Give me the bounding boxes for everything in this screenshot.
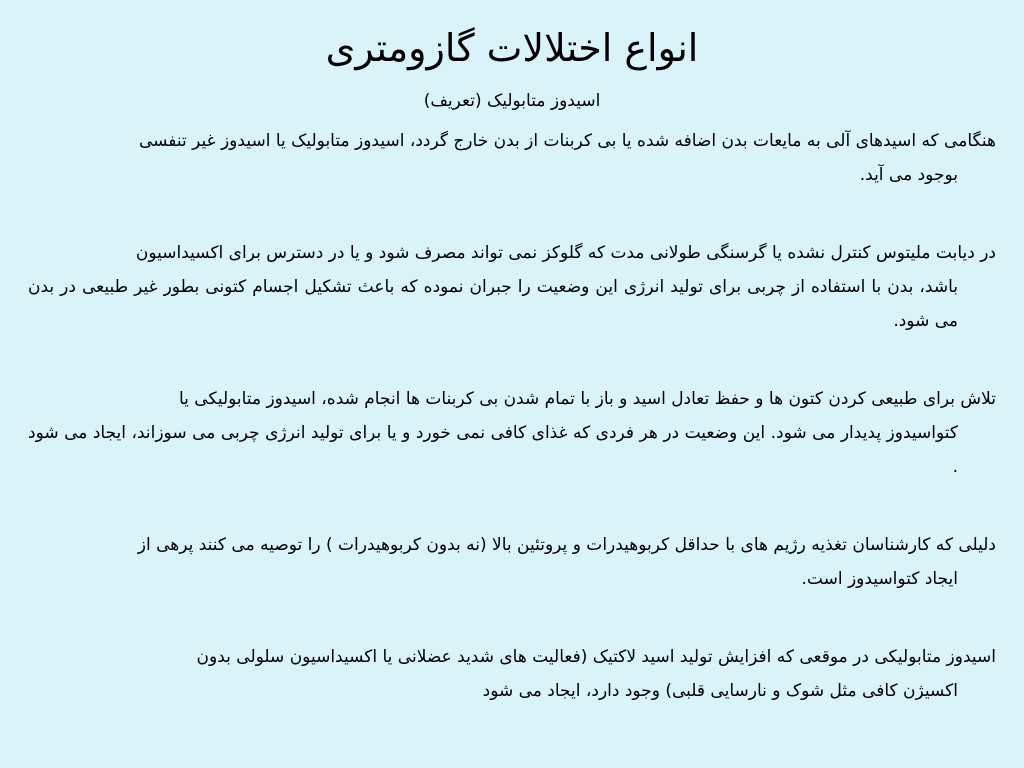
paragraph-4-continuation: ایجاد کتواسیدوز است. [801,569,958,589]
paragraph-3 [28,382,996,484]
paragraph-1 [28,124,996,192]
slide-subtitle: اسیدوز متابولیک (تعریف) [423,91,601,111]
paragraph-5 [28,640,996,708]
paragraph-1-first-line: هنگامی که اسیدهای آلی به مایعات بدن اضافه شده یا بی کربنات از بدن خارج گردد، اسیدوز متابولیک یا اسیدوز غیر تنفسی [138,131,996,151]
paragraph-4 [28,528,996,596]
paragraph-5-first-line: اسیدوز متابولیکی در موقعی که افزایش تولید اسید لاکتیک (فعالیت های شدید عضلانی یا اکسیداسیون سلولی بدون [196,647,996,667]
paragraph-3-first-line: تلاش برای طبیعی کردن کتون ها و حفظ تعادل اسید و باز با تمام شدن بی کربنات ها انجام شده، اسیدوز متابولیکی یا [178,389,996,409]
paragraph-2 [28,236,996,338]
slide-title: انواع اختلالات گازومتری [325,26,699,70]
paragraph-4-first-line: دلیلی که کارشناسان تغذیه رژیم های با حداقل کربوهیدرات و پروتئین بالا (نه بدون کربوهیدرات ) را توصیه می کنند پرهی از [137,535,996,555]
slide-body [28,124,996,752]
paragraph-2-first-line: در دیابت ملیتوس کنترل نشده یا گرسنگی طولانی مدت که گلوکز نمی تواند مصرف شود و یا در دسترس برای اکسیداسیون [135,243,996,263]
paragraph-3-continuation: کتواسیدوز پدیدار می شود. این وضعیت در هر فردی که غذای کافی نمی خورد و یا برای تولید انرژی چربی می سوزاند، ایجاد می شود . [28,423,958,477]
paragraph-2-continuation: باشد، بدن با استفاده از چربی برای تولید انرژی این وضعیت را جبران نموده که باعث تشکیل اجسام کتونی بطور غیر طبیعی در بدن می شود. [28,277,958,331]
paragraph-5-continuation: اکسیژن کافی مثل شوک و نارسایی قلبی) وجود دارد، ایجاد می شود [482,681,958,701]
paragraph-1-continuation: بوجود می آید. [859,165,958,185]
